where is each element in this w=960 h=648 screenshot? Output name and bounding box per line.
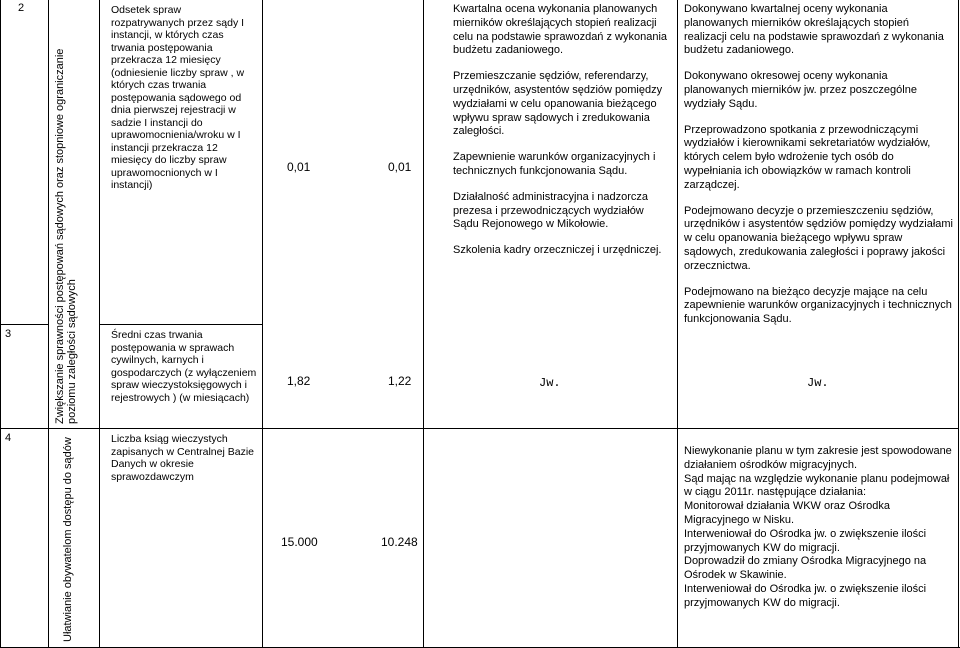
planned-action-item: Kwartalna ocena wykonania planowanych mierników określających stopień realizacji celu na podstawie sprawozdań z wykonania budżetu zadaniowego. — [453, 3, 668, 57]
indicator-text: Odsetek spraw rozpatrywanych przez sądy I instancji, w których czas trwania postępowania przekracza 12 miesięcy (odniesienie liczby spraw , w których czas trwania postępowania sądowego od dnia pierwszej rejestracji w sadzie I instancji do uprawomocnienia/wroku w I instancji przekracza 12 miesięcy do liczby spraw uprawomocnionych w I instancji) — [111, 4, 245, 191]
row-divider — [99, 324, 263, 325]
indicator-text: Liczba ksiąg wieczystych zapisanych w Centralnej Bazie Danych w okresie sprawozdawczym — [111, 433, 254, 483]
row-divider — [262, 428, 959, 429]
planned-action-item: Zapewnienie warunków organizacyjnych i technicznych funkcjonowania Sądu. — [453, 151, 656, 177]
same-as-above-note: Jw. — [807, 376, 829, 390]
row-number: 4 — [5, 432, 12, 444]
planned-action-item: Działalność administracyjna i nadzorcza prezesa i przewodniczących wydziałów Sądu Rejonowego w Mikołowie. — [453, 190, 649, 231]
goal-label: Ułatwianie obywatelom dostępu do sądów — [62, 437, 74, 642]
executed-action-item: Niewykonanie planu w tym zakresie jest spowodowane działaniem ośrodków migracyjnych. — [684, 445, 952, 471]
same-as-above-note: Jw. — [539, 376, 561, 390]
indicator-text: Średni czas trwania postępowania w sprawach cywilnych, karnych i gospodarczych (z wyłączeniem spraw wieczystoksięgowych i rejestrowych ) (w miesiącach) — [111, 329, 257, 404]
executed-action-item: Monitorował działania WKW oraz Ośrodka Migracyjnego w Nisku. — [684, 500, 891, 526]
row-divider — [0, 324, 48, 325]
row-divider — [99, 428, 263, 429]
actual-value: 1,22 — [388, 374, 412, 388]
actual-value: 0,01 — [388, 160, 412, 174]
planned-action-item: Szkolenia kadry orzeczniczej i urzędniczej. — [453, 244, 662, 257]
actual-value: 10.248 — [381, 535, 418, 549]
executed-actions — [684, 3, 954, 339]
planned-value: 1,82 — [287, 374, 311, 388]
executed-actions-row4 — [684, 445, 954, 611]
executed-action-item: Podejmowano decyzje o przemieszczeniu sędziów, urzędników i asystentów sędziów pomiędzy wydziałami w celu opanowania bieżącego wpływu spraw sądowych, zredukowania zaległości i poprawy jakości orzecznictwa. — [684, 204, 954, 272]
row-number: 2 — [18, 2, 25, 14]
executed-action-item: Dokonywano kwartalnej oceny wykonania planowanych mierników określających stopień realizacji celu na podstawie sprawozdań z wykonania budżetu zadaniowego. — [684, 3, 944, 57]
column-divider — [677, 0, 678, 648]
executed-action-item: Podejmowano na bieżąco decyzje mające na celu zapewnienie warunków organizacyjnych i technicznych funkcjonowania Sądu. — [684, 285, 952, 326]
column-divider — [423, 0, 424, 648]
planned-value: 15.000 — [281, 535, 318, 549]
planned-actions — [453, 3, 671, 270]
executed-action-item: Przeprowadzono spotkania z przewodniczącymi wydziałów i kierownikami sekretariatów wydziałów, których celem było wdrożenie tych osób do wypełniania ich obowiązków w ramach kontroli zarządczej. — [684, 123, 931, 191]
executed-action-item: Interweniował do Ośrodka jw. o zwiększenie ilości przyjmowanych KW do migracji. — [684, 527, 927, 554]
column-divider — [48, 0, 49, 648]
row-number: 3 — [5, 328, 12, 340]
row-divider — [48, 428, 100, 429]
executed-action-item: Doprowadził do zmiany Ośrodka Migracyjnego na Ośrodek w Skawinie. — [684, 555, 927, 582]
goal-label: Zwiększanie sprawności postępowań sądowych oraz stopniowe ograniczanie poziomu zaległości sądowych — [54, 48, 78, 424]
executed-action-item: Interweniował do Ośrodka jw. o zwiększenie ilości przyjmowanych KW do migracji. — [684, 582, 927, 609]
planned-action-item: Przemieszczanie sędziów, referendarzy, urzędników, asystentów sędziów pomiędzy wydziałami w celu opanowania bieżącego wpływu spraw sądowych i zredukowania zaległości. — [453, 70, 663, 138]
row-divider — [0, 428, 48, 429]
executed-action-item: Sąd mając na względzie wykonanie planu podejmował w ciągu 2011r. następujące działania: — [684, 472, 950, 499]
executed-action-item: Dokonywano okresowej oceny wykonania planowanych mierników jw. przez poszczególne wydziały Sądu. — [684, 70, 917, 110]
table-border-right — [958, 0, 959, 648]
planned-value: 0,01 — [287, 160, 311, 174]
